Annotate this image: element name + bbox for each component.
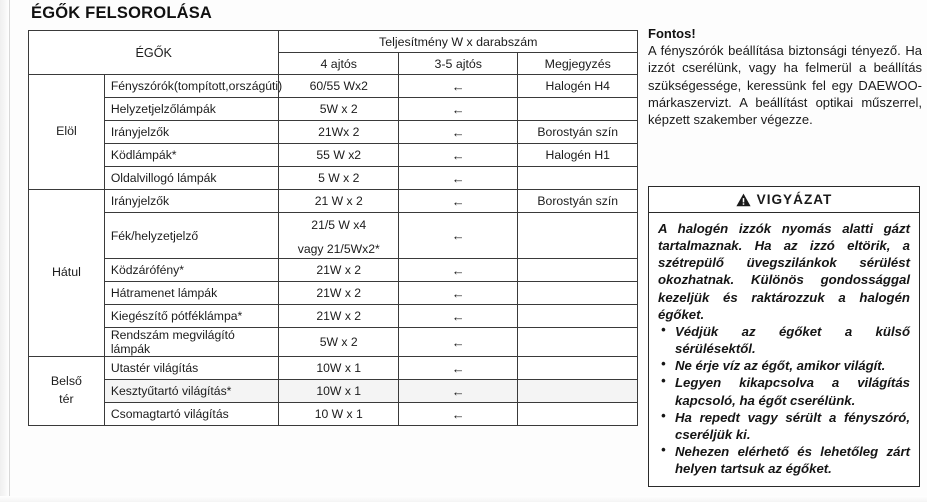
note-cell bbox=[518, 403, 638, 426]
group-label-line: Belső bbox=[50, 374, 82, 389]
bulb-name-cell: Irányjelzők bbox=[104, 121, 279, 144]
four-door-value-line-1: 21/5 W x4 bbox=[311, 217, 367, 232]
caution-box bbox=[648, 186, 920, 487]
four-door-value-cell: 21W x 2 bbox=[279, 259, 399, 282]
three-five-door-value-cell: ← bbox=[398, 328, 518, 357]
four-door-value-cell: 21W x 2 bbox=[279, 282, 399, 305]
four-door-value-cell: 5 W x 2 bbox=[279, 167, 399, 190]
note-cell bbox=[518, 98, 638, 121]
bulb-name-cell: Ködzárófény* bbox=[104, 259, 279, 282]
bulb-name-cell: Kesztyűtartó világítás* bbox=[104, 380, 279, 403]
caution-header bbox=[649, 187, 919, 213]
caution-bullet-list bbox=[658, 323, 910, 477]
note-cell bbox=[518, 167, 638, 190]
bulb-name-cell: Hátramenet lámpák bbox=[104, 282, 279, 305]
caution-bullet-item: • Ha repedt vagy sérült a fényszóró, cseréljük ki. bbox=[658, 409, 910, 443]
bulb-name-cell: Helyzetjelzőlámpák bbox=[104, 98, 279, 121]
bulb-name-cell: Irányjelzők bbox=[104, 190, 279, 213]
caution-bullet-item: • Védjük az égőket a külső sérülésektől. bbox=[658, 323, 910, 357]
bulb-name-cell: Oldalvillogó lámpák bbox=[104, 167, 279, 190]
header-performance-label: Teljesítmény W x darabszám bbox=[279, 31, 638, 53]
scan-edge-artifact bbox=[0, 0, 9, 502]
table-row bbox=[29, 144, 638, 167]
page-title: ÉGŐK FELSOROLÁSA bbox=[31, 4, 213, 22]
four-door-value-cell: 60/55 Wx2 bbox=[279, 75, 399, 98]
three-five-door-value-cell: ← bbox=[398, 305, 518, 328]
four-door-value-cell bbox=[279, 213, 399, 259]
header-note: Megjegyzés bbox=[518, 53, 638, 75]
header-four-door: 4 ajtós bbox=[279, 53, 399, 75]
caution-bullet-item: • Legyen kikapcsolva a világítás kapcsoló, ha égőt cserélünk. bbox=[658, 374, 910, 408]
header-bulbs-label: ÉGŐK bbox=[29, 31, 279, 75]
table-row bbox=[29, 328, 638, 357]
four-door-value-cell: 10W x 1 bbox=[279, 380, 399, 403]
table-row bbox=[29, 357, 638, 380]
important-heading: Fontos! bbox=[648, 26, 696, 41]
three-five-door-value-cell: ← bbox=[398, 380, 518, 403]
important-body-text: A fényszórók beállítása biztonsági tényező. Ha izzót cserélünk, vagy ha felmerül a beállítás szükségessége, keressünk fel egy DAEWOO-márkaszervizt. A beállítást optikai műszerrel, képzett szakember végezze. bbox=[648, 43, 922, 128]
bulb-name-cell: Kiegészítő pótféklámpa* bbox=[104, 305, 279, 328]
three-five-door-value-cell: ← bbox=[398, 144, 518, 167]
four-door-value-multiline bbox=[285, 215, 392, 257]
bulb-name-cell: Rendszám megvilágító lámpák bbox=[104, 328, 279, 357]
note-cell bbox=[518, 259, 638, 282]
three-five-door-value-cell: ← bbox=[398, 259, 518, 282]
table-row bbox=[29, 305, 638, 328]
caution-title: VIGYÁZAT bbox=[756, 192, 833, 207]
three-five-door-value-cell: ← bbox=[398, 282, 518, 305]
three-five-door-value-cell: ← bbox=[398, 190, 518, 213]
table-row bbox=[29, 403, 638, 426]
scan-line-artifact bbox=[9, 0, 10, 502]
group-label-cell bbox=[29, 190, 105, 357]
group-label-cell bbox=[29, 357, 105, 426]
note-cell bbox=[518, 357, 638, 380]
four-door-value-cell: 21 W x 2 bbox=[279, 190, 399, 213]
three-five-door-value-cell: ← bbox=[398, 121, 518, 144]
table-row bbox=[29, 75, 638, 98]
bulb-specification-table bbox=[28, 30, 638, 426]
four-door-value-cell: 5W x 2 bbox=[279, 328, 399, 357]
bulb-name-cell: Utastér világítás bbox=[104, 357, 279, 380]
three-five-door-value-cell: ← bbox=[398, 167, 518, 190]
three-five-door-value-cell: ← bbox=[398, 357, 518, 380]
header-three-five-door: 3-5 ajtós bbox=[398, 53, 518, 75]
note-cell: Halogén H4 bbox=[518, 75, 638, 98]
three-five-door-value-cell: ← bbox=[398, 403, 518, 426]
note-cell: Borostyán szín bbox=[518, 190, 638, 213]
note-cell bbox=[518, 380, 638, 403]
three-five-door-value-cell: ← bbox=[398, 213, 518, 259]
table-row bbox=[29, 121, 638, 144]
table-row bbox=[29, 259, 638, 282]
four-door-value-cell: 21W x 2 bbox=[279, 305, 399, 328]
bulb-name-cell: Fék/helyzetjelző bbox=[104, 213, 279, 259]
table-row bbox=[29, 190, 638, 213]
four-door-value-cell: 5W x 2 bbox=[279, 98, 399, 121]
three-five-door-value-cell: ← bbox=[398, 75, 518, 98]
group-label-cell bbox=[29, 75, 105, 190]
group-label-line: Hátul bbox=[51, 265, 81, 279]
note-cell: Halogén H1 bbox=[518, 144, 638, 167]
note-cell: Borostyán szín bbox=[518, 121, 638, 144]
caution-bullet-item: • Ne érje víz az égőt, amikor világít. bbox=[658, 357, 910, 374]
warning-triangle-icon bbox=[736, 193, 751, 207]
note-cell bbox=[518, 213, 638, 259]
group-label-line: Elöl bbox=[56, 124, 77, 138]
caution-body bbox=[649, 213, 919, 486]
bulb-name-cell: Csomagtartó világítás bbox=[104, 403, 279, 426]
group-label-line: tér bbox=[59, 392, 74, 406]
note-cell bbox=[518, 305, 638, 328]
four-door-value-cell: 10 W x 1 bbox=[279, 403, 399, 426]
note-cell bbox=[518, 282, 638, 305]
note-cell bbox=[518, 328, 638, 357]
table-header-row-primary bbox=[29, 31, 638, 53]
important-note-block bbox=[648, 26, 922, 128]
four-door-value-cell: 21Wx 2 bbox=[279, 121, 399, 144]
bulb-name-cell: Fényszórók(tompított,országúti) bbox=[104, 75, 279, 98]
caution-bullet-item: • Nehezen elérhető és lehetőleg zárt helyen tartsuk az égőket. bbox=[658, 443, 910, 477]
bulb-name-cell: Ködlámpák* bbox=[104, 144, 279, 167]
table-row bbox=[29, 98, 638, 121]
table-row bbox=[29, 167, 638, 190]
four-door-value-line-2: vagy 21/5Wx2* bbox=[297, 242, 380, 257]
four-door-value-cell: 55 W x2 bbox=[279, 144, 399, 167]
three-five-door-value-cell: ← bbox=[398, 98, 518, 121]
caution-paragraph: A halogén izzók nyomás alatti gázt tartalmaznak. Ha az izzó eltörik, a szétrepülő üvegszilánkok sérülést okozhatnak. Különös gondossággal kezeljük és raktározzuk a halogén égőket. bbox=[658, 221, 910, 322]
table-row bbox=[29, 282, 638, 305]
scan-bottom-artifact bbox=[0, 496, 927, 502]
four-door-value-cell: 10W x 1 bbox=[279, 357, 399, 380]
table-row bbox=[29, 380, 638, 403]
table-row bbox=[29, 213, 638, 259]
